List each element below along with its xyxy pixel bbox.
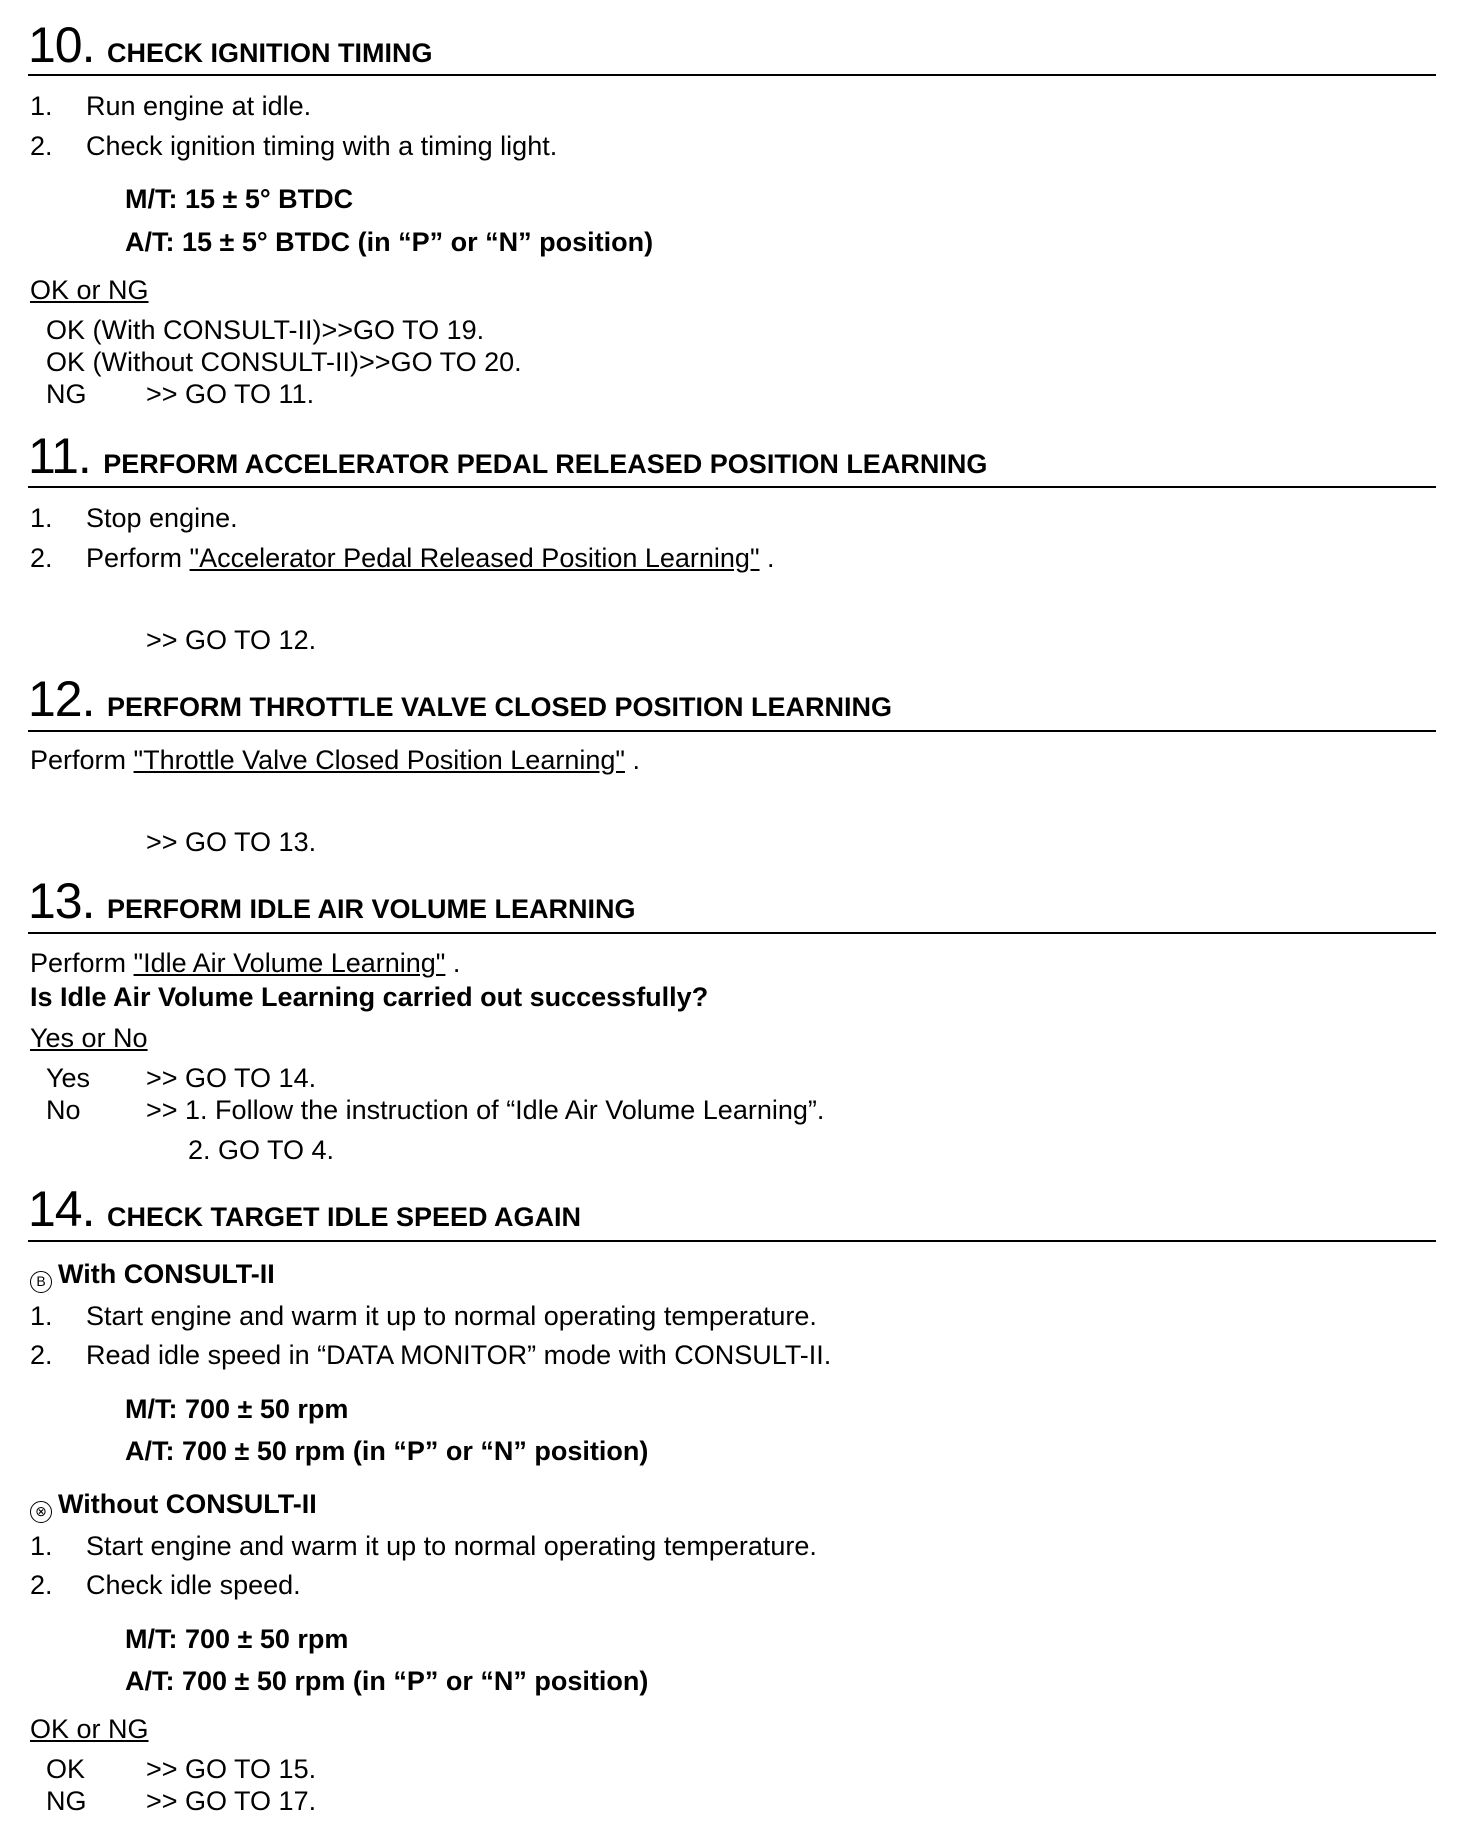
list-number: 1. <box>30 91 53 121</box>
result-value: >> GO TO 14. <box>146 1063 317 1093</box>
divider <box>28 932 1436 934</box>
result-value: >> 1. Follow the instruction of “Idle Air Volume Learning”. <box>146 1095 825 1125</box>
goto-line: >> GO TO 13. <box>146 827 317 857</box>
step-title: CHECK IGNITION TIMING <box>106 38 433 68</box>
divider <box>28 730 1436 732</box>
result-heading: OK or NG <box>30 1714 149 1744</box>
procedure-link[interactable]: "Throttle Valve Closed Position Learning" <box>133 745 625 775</box>
list-item: Start engine and warm it up to normal operating temperature. <box>86 1301 817 1331</box>
step-number: 13. <box>28 873 95 929</box>
result-heading: Yes or No <box>30 1023 148 1053</box>
heading-text: Without CONSULT-II <box>58 1489 317 1519</box>
text-suffix: . <box>759 543 775 573</box>
result-value: 2. GO TO 4. <box>188 1135 335 1165</box>
without-consult-heading <box>30 1491 317 1523</box>
list-item: Stop engine. <box>86 503 238 533</box>
step-number: 14. <box>28 1181 95 1237</box>
spec-value: M/T: 15 ± 5° BTDC <box>125 184 354 214</box>
step-number: 10. <box>28 17 95 73</box>
divider <box>28 486 1436 488</box>
result-label: NG <box>46 1786 87 1816</box>
result-heading: OK or NG <box>30 275 149 305</box>
spec-value: M/T: 700 ± 50 rpm <box>125 1394 349 1424</box>
list-number: 1. <box>30 1301 53 1331</box>
paragraph <box>30 950 460 977</box>
divider <box>28 1240 1436 1242</box>
step-14-header <box>28 1180 581 1238</box>
step-13-header <box>28 872 635 930</box>
heading-text: With CONSULT-II <box>58 1259 275 1289</box>
result-label: Yes <box>46 1063 91 1093</box>
divider <box>28 74 1436 76</box>
step-12-header <box>28 670 892 728</box>
list-item: Start engine and warm it up to normal operating temperature. <box>86 1531 817 1561</box>
step-title: CHECK TARGET IDLE SPEED AGAIN <box>106 1202 581 1232</box>
result-label: NG <box>46 379 87 409</box>
step-11-header <box>28 427 987 485</box>
with-consult-heading <box>30 1261 275 1293</box>
spec-value: A/T: 700 ± 50 rpm (in “P” or “N” position) <box>125 1436 649 1466</box>
list-number: 2. <box>30 131 53 161</box>
step-10-header <box>28 16 432 74</box>
result-label: OK <box>46 1754 86 1784</box>
text-suffix: . <box>445 948 461 978</box>
step-title: PERFORM THROTTLE VALVE CLOSED POSITION LEARNING <box>106 692 892 722</box>
spec-value: A/T: 15 ± 5° BTDC (in “P” or “N” position) <box>125 227 654 257</box>
consult-tool-icon: B <box>30 1271 52 1293</box>
result-line: OK (With CONSULT-II)>>GO TO 19. <box>46 315 485 345</box>
list-number: 2. <box>30 1340 53 1370</box>
goto-line: >> GO TO 12. <box>146 625 317 655</box>
procedure-link[interactable]: "Idle Air Volume Learning" <box>133 948 446 978</box>
result-line: OK (Without CONSULT-II)>>GO TO 20. <box>46 347 522 377</box>
step-title: PERFORM ACCELERATOR PEDAL RELEASED POSITION LEARNING <box>103 449 988 479</box>
list-number: 2. <box>30 543 53 573</box>
text-suffix: . <box>624 745 640 775</box>
result-value: >> GO TO 17. <box>146 1786 317 1816</box>
list-number: 1. <box>30 503 53 533</box>
text-prefix: Perform <box>30 948 134 978</box>
text-prefix: Perform <box>30 745 134 775</box>
result-label: No <box>46 1095 81 1125</box>
text-prefix: Perform <box>86 543 190 573</box>
list-item <box>86 545 775 572</box>
list-item: Run engine at idle. <box>86 91 312 121</box>
question: Is Idle Air Volume Learning carried out successfully? <box>30 982 709 1012</box>
list-item: Check ignition timing with a timing light. <box>86 131 558 161</box>
step-number: 11. <box>28 428 91 484</box>
list-item: Read idle speed in “DATA MONITOR” mode with CONSULT-II. <box>86 1340 832 1370</box>
spec-value: M/T: 700 ± 50 rpm <box>125 1624 349 1654</box>
procedure-link[interactable]: "Accelerator Pedal Released Position Learning" <box>189 543 760 573</box>
list-number: 2. <box>30 1570 53 1600</box>
step-number: 12. <box>28 671 95 727</box>
no-tool-icon: ⊗ <box>30 1501 52 1523</box>
spec-value: A/T: 700 ± 50 rpm (in “P” or “N” position) <box>125 1666 649 1696</box>
paragraph <box>30 747 640 774</box>
list-item: Check idle speed. <box>86 1570 301 1600</box>
step-title: PERFORM IDLE AIR VOLUME LEARNING <box>106 894 636 924</box>
result-value: >> GO TO 15. <box>146 1754 317 1784</box>
result-value: >> GO TO 11. <box>146 379 315 409</box>
list-number: 1. <box>30 1531 53 1561</box>
